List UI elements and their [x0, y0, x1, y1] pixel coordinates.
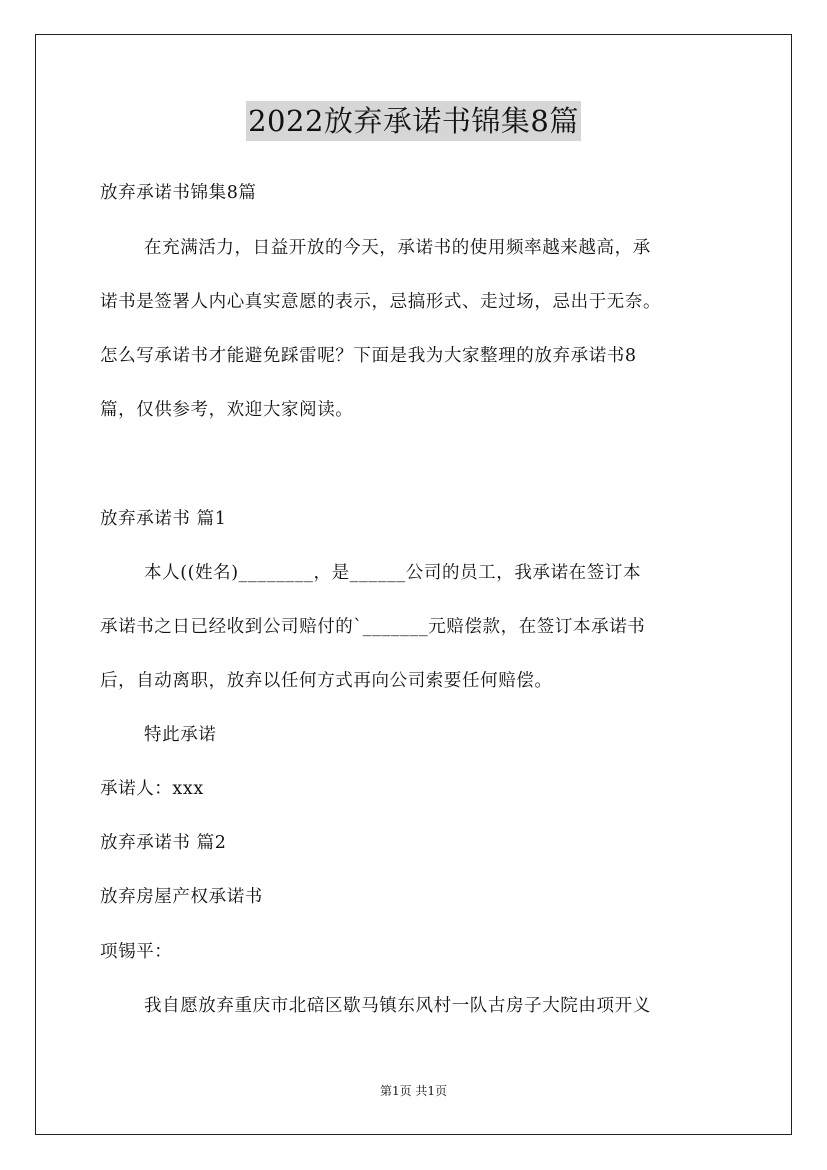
addressee-line: 项锡平： — [100, 942, 173, 962]
signature-line: 承诺人：xxx — [100, 779, 204, 799]
paragraph-line: 篇，仅供参考，欢迎大家阅读。 — [100, 400, 354, 420]
paragraph-line: 我自愿放弃重庆市北碚区歇马镇东风村一队古房子大院由项开义 — [144, 996, 651, 1016]
paragraph-line: 诺书是签署人内心真实意愿的表示，忌搞形式、走过场，忌出于无奈。 — [100, 292, 662, 312]
document-title: 2022放弃承诺书锦集8篇 — [246, 101, 581, 141]
paragraph-line: 在充满活力，日益开放的今天，承诺书的使用频率越来越高，承 — [144, 238, 651, 258]
subtitle-line: 放弃承诺书锦集8篇 — [100, 183, 257, 203]
title-container — [0, 101, 827, 141]
paragraph-line: 怎么写承诺书才能避免踩雷呢？下面是我为大家整理的放弃承诺书8 — [100, 346, 637, 366]
paragraph-line: 本人((姓名)________，是______公司的员工，我承诺在签订本 — [144, 563, 642, 583]
paragraph-line: 承诺书之日已经收到公司赔付的`_______元赔偿款，在签订本承诺书 — [100, 617, 646, 637]
sub-heading: 放弃房屋产权承诺书 — [100, 887, 263, 907]
section-heading: 放弃承诺书 篇1 — [100, 509, 227, 529]
paragraph-line: 后，自动离职，放弃以任何方式再向公司索要任何赔偿。 — [100, 671, 553, 691]
closing-line: 特此承诺 — [144, 725, 217, 745]
page-footer: 第1页 共1页 — [379, 1084, 448, 1098]
section-heading: 放弃承诺书 篇2 — [100, 833, 227, 853]
